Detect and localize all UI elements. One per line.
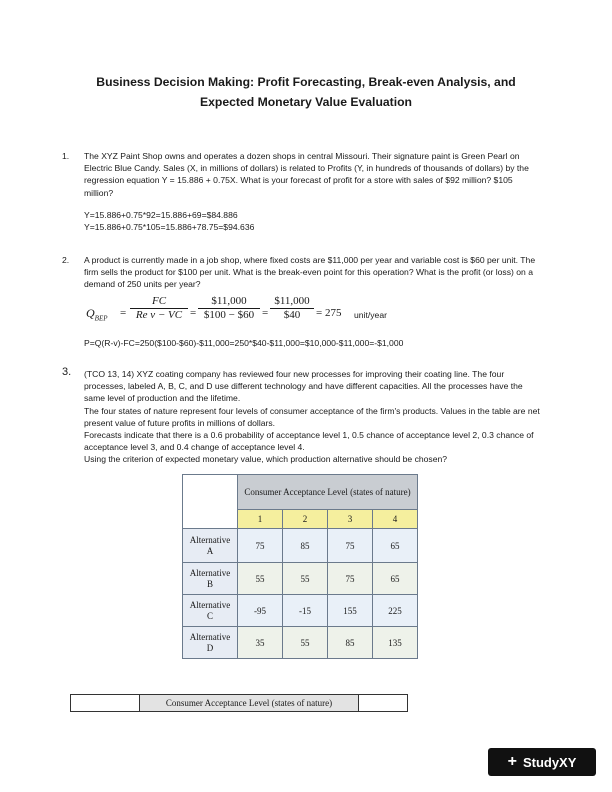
question-line: Using the criterion of expected monetary value, which production alternative should be chosen? (84, 454, 448, 465)
level-header: 2 (283, 510, 328, 529)
question-number: 2. (62, 255, 70, 265)
question-3 (62, 366, 544, 466)
table-corner (183, 475, 238, 529)
formula-unit: unit/year (354, 309, 387, 320)
table-cell: 35 (238, 627, 283, 659)
table-cell: 75 (238, 529, 283, 563)
row-label: Alternative A (183, 529, 238, 563)
equals-sign: = (262, 306, 269, 319)
table-cell: -95 (238, 595, 283, 627)
question-text: The XYZ Paint Shop owns and operates a dozen shops in central Missouri. Their signature paint is Green Pearl on Electric Blue Candy. Sales (X, in millions of dollars) is related to Profits (Y, in hundreds of thousands of dollars) by the regression equation Y = 15.886 + 0.75X. What is your forecast of profit for a store with sales of $92 million? $105 million? (84, 151, 529, 198)
table-cell: 55 (238, 563, 283, 595)
row-label: Alternative D (183, 627, 238, 659)
table-cell: 65 (373, 529, 418, 563)
equals-sign: = (120, 306, 127, 319)
formula-fraction: $\frac{FC}{\text{Re v − VC}}$ (130, 295, 188, 322)
question-number: 1. (62, 151, 70, 161)
question-line: (TCO 13, 14) XYZ coating company has reviewed four new processes for improving their coating line. The four processes, labeled A, B, C, and D use different technology and have different capacities. All the processes have the same level of production and the lifetime. (84, 369, 523, 404)
second-table (70, 694, 408, 712)
table-cell: 85 (328, 627, 373, 659)
level-header: 1 (238, 510, 283, 529)
table-cell: -15 (283, 595, 328, 627)
logo-text: StudyXY (522, 754, 577, 770)
equals-sign: = (190, 306, 197, 319)
table-cell: 55 (283, 563, 328, 595)
payoff-table (182, 474, 418, 659)
studyxy-logo (488, 748, 596, 776)
answer-line: Y=15.886+0.75*92=15.886+69=$84.886 (84, 209, 238, 220)
level-header: 4 (373, 510, 418, 529)
question-1 (62, 150, 544, 233)
table-cell: 225 (373, 595, 418, 627)
table-cell: 155 (328, 595, 373, 627)
table-cell: 75 (328, 563, 373, 595)
table-cell: 55 (283, 627, 328, 659)
title-line-1: Business Decision Making: Profit Forecasting, Break-even Analysis, and (96, 75, 516, 89)
level-header: 3 (328, 510, 373, 529)
table-cell (359, 695, 408, 712)
table-cell: 85 (283, 529, 328, 563)
formula-lhs: $Q_{BEP}$ (86, 305, 108, 322)
plus-icon: + (507, 753, 517, 770)
table-row (183, 529, 418, 563)
question-line: Forecasts indicate that there is a 0.6 probability of acceptance level 1, 0.5 chance of acceptance level 2, 0.3 chance of acceptance level 3, and 0.4 change of acceptance level 4. (84, 430, 534, 453)
formula-fraction: $\frac{\$11,000}{\$40}$ (270, 295, 314, 322)
formula-fraction: $\frac{\$11,000}{\$100 - \$60}$ (198, 295, 260, 322)
document-title (60, 72, 552, 112)
table-cell: 75 (328, 529, 373, 563)
title-line-2: Expected Monetary Value Evaluation (200, 95, 412, 109)
table-header: Consumer Acceptance Level (states of nature) (140, 695, 359, 712)
table-cell: 65 (373, 563, 418, 595)
table-row (183, 595, 418, 627)
question-line: The four states of nature represent four levels of consumer acceptance of the firm's products. Values in the table are net present value of future profits in millions of dollars. (84, 405, 540, 428)
table-cell: 135 (373, 627, 418, 659)
question-text: A product is currently made in a job shop, where fixed costs are $11,000 per year and variable cost is $60 per unit. The firm sells the product for $100 per unit. What is the break-even point for this operation? What is the profit (or loss) on a demand of 250 units per year? (84, 255, 536, 290)
question-number: 3. (62, 366, 72, 378)
answer-line: P=Q(R-v)-FC=250($100-$60)-$11,000=250*$40-$11,000=$10,000-$11,000=-$1,000 (84, 337, 404, 348)
row-label: Alternative B (183, 563, 238, 595)
table-corner (71, 695, 140, 712)
table-header: Consumer Acceptance Level (states of nature) (238, 475, 418, 510)
answer-line: Y=15.886+0.75*105=15.886+78.75=$94.636 (84, 222, 255, 233)
table-row (183, 563, 418, 595)
formula-result: = 275 (316, 306, 342, 319)
table-row (183, 627, 418, 659)
question-2 (62, 254, 544, 349)
row-label: Alternative C (183, 595, 238, 627)
break-even-formula (84, 293, 544, 337)
